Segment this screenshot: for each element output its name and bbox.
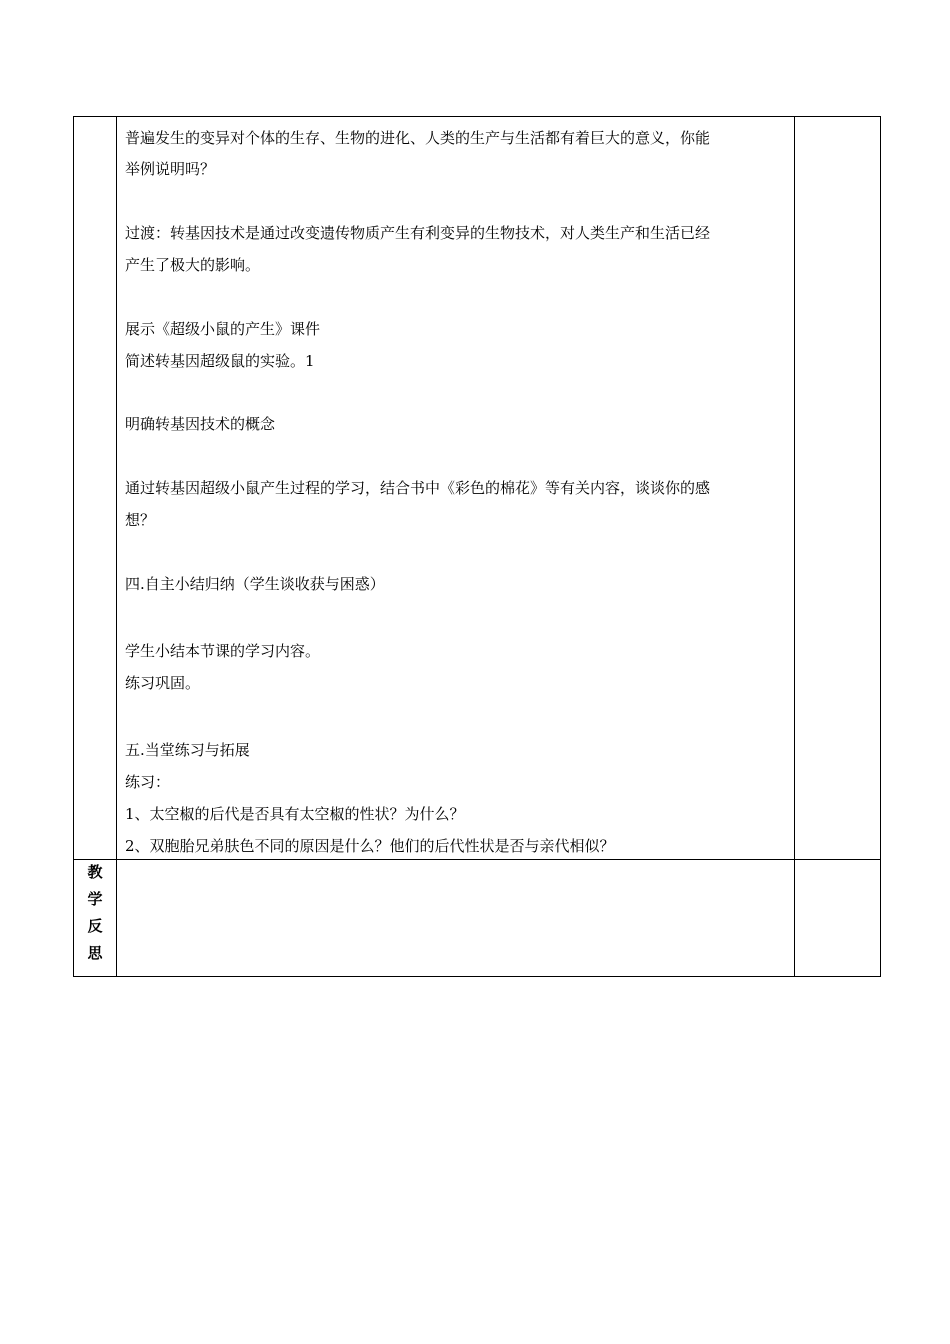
reflection-label <box>74 859 116 967</box>
reflection-label-char: 反 <box>87 917 103 935</box>
table-divider-label-column <box>116 116 117 977</box>
content-line: 通过转基因超级小鼠产生过程的学习，结合书中《彩色的棉花》等有关内容，谈谈你的感 <box>125 479 711 497</box>
content-line: 过渡：转基因技术是通过改变遗传物质产生有利变异的生物技术，对人类生产和生活已经 <box>125 224 711 242</box>
table-border-top <box>73 116 881 117</box>
content-line: 展示《超级小鼠的产生》课件 <box>125 320 321 338</box>
content-line: 练习： <box>125 773 171 791</box>
content-line: 学生小结本节课的学习内容。 <box>125 642 321 660</box>
content-line: 举例说明吗？ <box>125 160 216 178</box>
exercise-item: 1、太空椒的后代是否具有太空椒的性状？为什么？ <box>125 805 465 823</box>
reflection-label-char: 思 <box>87 944 103 962</box>
table-divider-notes-column <box>794 116 795 977</box>
content-line: 想？ <box>125 511 156 529</box>
content-line: 简述转基因超级鼠的实验。1 <box>125 352 315 370</box>
content-line: 练习巩固。 <box>125 674 201 692</box>
reflection-label-char: 教 <box>87 863 103 881</box>
table-border-right <box>880 116 881 977</box>
content-line: 明确转基因技术的概念 <box>125 415 276 433</box>
section-heading: 五.当堂练习与拓展 <box>125 741 250 759</box>
reflection-label-char: 学 <box>87 890 103 908</box>
exercise-item: 2、双胞胎兄弟肤色不同的原因是什么？他们的后代性状是否与亲代相似？ <box>125 837 615 855</box>
table-border-bottom <box>73 976 881 977</box>
content-line: 普遍发生的变异对个体的生存、生物的进化、人类的生产与生活都有着巨大的意义，你能 <box>125 129 711 147</box>
table-border-left <box>73 116 74 977</box>
table-row-divider <box>73 859 881 860</box>
content-line: 产生了极大的影响。 <box>125 256 261 274</box>
section-heading: 四.自主小结归纳（学生谈收获与困惑） <box>125 575 385 593</box>
